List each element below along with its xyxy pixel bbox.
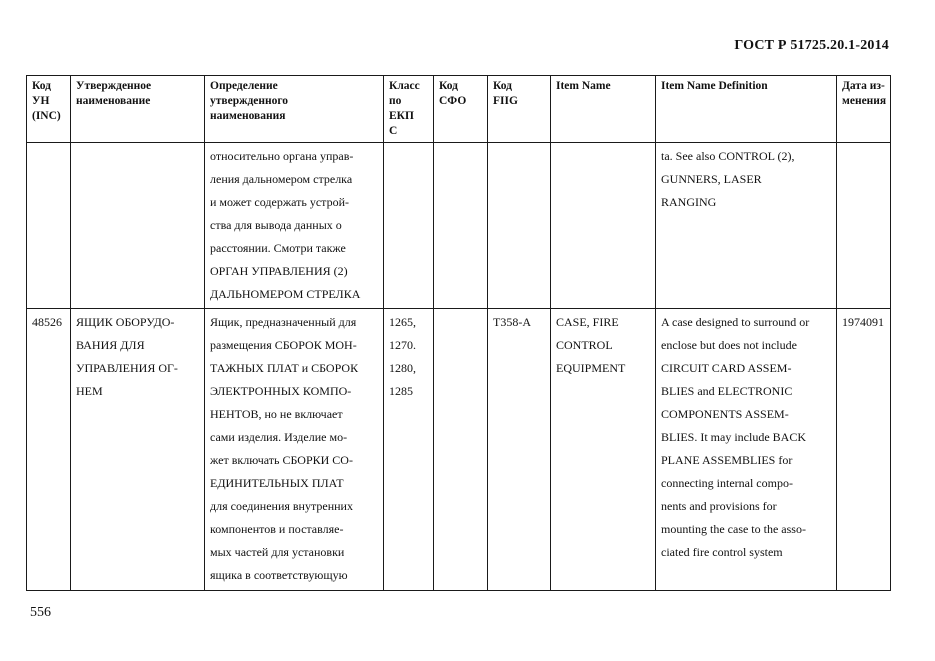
column-header-class: Класс по ЕКП С — [384, 76, 434, 143]
page-number: 556 — [30, 605, 51, 620]
cell-date — [837, 143, 891, 309]
column-header-inc: Код УН (INC) — [27, 76, 71, 143]
table-header-row — [27, 76, 891, 143]
catalog-table — [26, 75, 891, 591]
cell-sfo — [434, 143, 488, 309]
cell-fiig: T358-A — [488, 309, 551, 591]
cell-item-name: CASE, FIRE CONTROL EQUIPMENT — [551, 309, 656, 591]
table-row — [27, 309, 891, 591]
cell-sfo — [434, 309, 488, 591]
cell-item-name — [551, 143, 656, 309]
standard-designation: ГОСТ Р 51725.20.1-2014 — [734, 38, 889, 53]
cell-class: 1265, 1270. 1280, 1285 — [384, 309, 434, 591]
cell-date: 1974091 — [837, 309, 891, 591]
cell-item-definition: ta. See also CONTROL (2), GUNNERS, LASER RANGING — [656, 143, 837, 309]
cell-inc — [27, 143, 71, 309]
cell-class — [384, 143, 434, 309]
column-header-item-name-definition: Item Name Definition — [656, 76, 837, 143]
column-header-name-definition: Определение утвержденного наименования — [205, 76, 384, 143]
column-header-change-date: Дата из- менения — [837, 76, 891, 143]
column-header-approved-name: Утвержденное наименование — [71, 76, 205, 143]
column-header-item-name: Item Name — [551, 76, 656, 143]
column-header-sfo-code: Код СФО — [434, 76, 488, 143]
cell-item-definition: A case designed to surround or enclose but does not include CIRCUIT CARD ASSEM- BLIES and ELECTRONIC COMPONENTS ASSEM- BLIES. It may include BACK PLANE ASSEMBLIES for connecting internal compo- nents and provisions for mounting the case to the asso- ciated fire control system — [656, 309, 837, 591]
cell-name-ru — [71, 143, 205, 309]
cell-name-ru: ЯЩИК ОБОРУДО- ВАНИЯ ДЛЯ УПРАВЛЕНИЯ ОГ- НЕМ — [71, 309, 205, 591]
cell-definition-ru: относительно органа управ- ления дальномером стрелка и может содержать устрой- ства для вывода данных о расстоянии. Смотри также ОРГАН УПРАВЛЕНИЯ (2) ДАЛЬНОМЕРОМ СТРЕЛКА — [205, 143, 384, 309]
cell-fiig — [488, 143, 551, 309]
table-row — [27, 143, 891, 309]
cell-inc: 48526 — [27, 309, 71, 591]
cell-definition-ru: Ящик, предназначенный для размещения СБОРОК МОН- ТАЖНЫХ ПЛАТ и СБОРОК ЭЛЕКТРОННЫХ КОМПО- НЕНТОВ, но не включает сами изделия. Изделие мо- жет включать СБОРКИ СО- ЕДИНИТЕЛЬНЫХ ПЛАТ для соединения внутренних компонентов и поставляе- мых частей для установки ящика в соответствующую — [205, 309, 384, 591]
column-header-fiig-code: Код FIIG — [488, 76, 551, 143]
